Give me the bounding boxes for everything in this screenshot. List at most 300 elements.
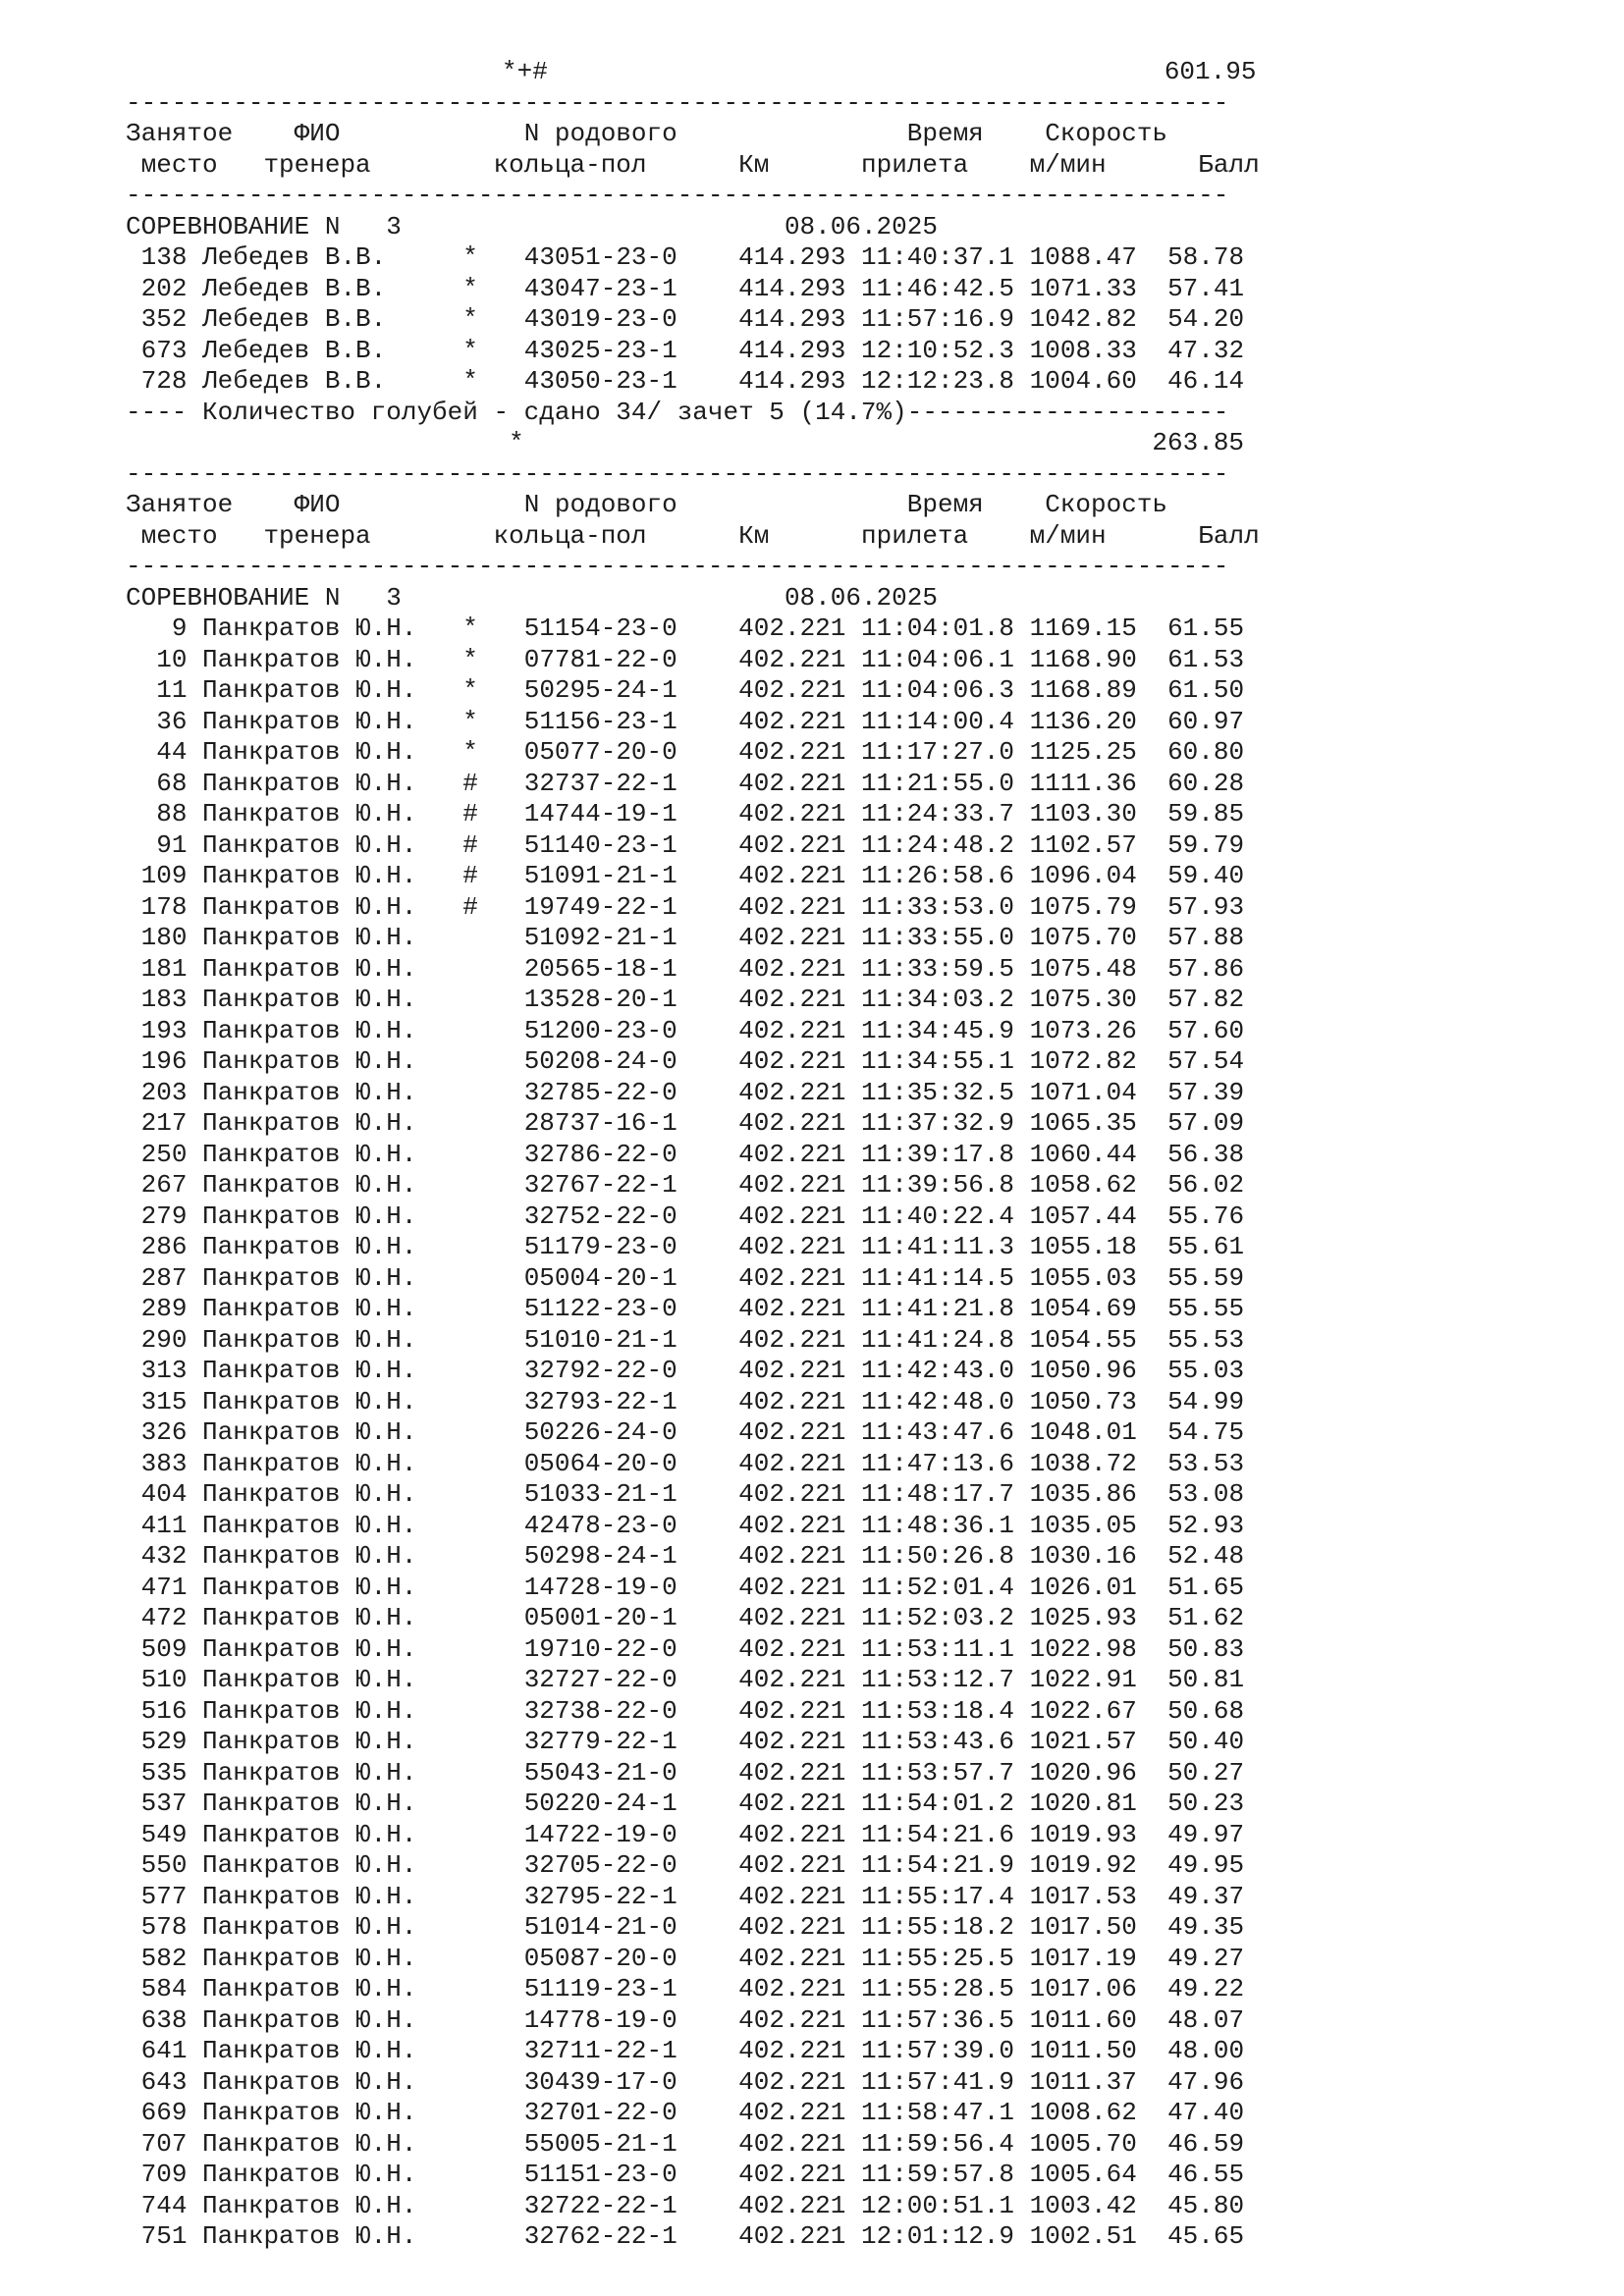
row-ring: 51091-21-1 [523,861,677,890]
report-top-line [126,57,1260,88]
row-points: 50.68 [1167,1695,1245,1726]
row-time: 11:42:48.0 [860,1386,1015,1416]
row-km: 402.221 [738,2036,846,2065]
result-row [126,242,1260,274]
row-trainer: Панкратов Ю.Н. [202,1262,417,1293]
row-speed: 1065.35 [1029,1108,1137,1138]
row-km: 414.293 [738,366,846,396]
result-row [126,1603,1260,1634]
row-place: 68 [156,768,188,798]
row-km: 402.221 [738,614,846,643]
header-ring-2: кольца-пол [493,520,647,551]
row-mark: * [462,335,478,365]
row-km: 402.221 [738,644,846,674]
competition-title: СОРЕВНОВАНИЕ N 3 [126,211,402,241]
header-fio: ФИО [294,119,341,148]
row-time: 11:14:00.4 [861,706,1015,736]
result-row [126,1541,1260,1573]
row-time: 11:40:37.1 [861,242,1015,272]
result-row [126,1882,1260,1913]
row-place: 217 [140,1108,188,1138]
row-time: 11:26:58.6 [860,861,1015,890]
row-trainer: Панкратов Ю.Н. [202,1541,417,1571]
row-place: 669 [140,2098,188,2127]
row-ring: 05004-20-1 [523,1262,677,1293]
row-trainer: Лебедев В.В. [202,335,387,365]
divider-line: ------------------------------------------------------------------------ [126,87,1229,118]
row-km: 402.221 [738,1757,846,1788]
row-ring: 51119-23-1 [523,1974,677,2003]
row-ring: 28737-16-1 [523,1108,677,1138]
row-speed: 1011.50 [1029,2036,1137,2065]
row-ring: 32779-22-1 [523,1727,677,1756]
result-row [126,336,1260,367]
row-time: 11:37:32.9 [860,1108,1015,1138]
result-row [126,1387,1260,1418]
row-ring: 50220-24-1 [523,1789,677,1818]
row-trainer: Панкратов Ю.Н. [202,1974,417,2003]
result-row [126,2221,1260,2253]
row-speed: 1050.96 [1029,1356,1137,1385]
row-ring: 30439-17-0 [523,2066,677,2097]
row-km: 414.293 [738,335,846,365]
result-row [126,675,1260,707]
summary-line [126,398,1260,429]
row-points: 58.78 [1167,242,1245,272]
row-ring: 51010-21-1 [523,1324,677,1355]
row-place: 352 [140,304,188,334]
row-points: 52.48 [1167,1541,1245,1571]
row-speed: 1168.90 [1029,644,1137,674]
row-trainer: Панкратов Ю.Н. [202,1881,417,1911]
row-km: 402.221 [738,1356,846,1385]
header-ring-2: кольца-пол [493,149,647,180]
row-ring: 07781-22-0 [523,644,677,674]
row-speed: 1025.93 [1029,1603,1137,1632]
next-header-line [126,428,1260,459]
row-km: 402.221 [738,1139,846,1169]
row-points: 55.76 [1167,1201,1245,1231]
row-points: 54.75 [1167,1417,1245,1447]
row-km: 402.221 [738,2004,846,2035]
row-place: 509 [140,1633,188,1664]
row-ring: 55005-21-1 [523,2128,677,2159]
row-place: 751 [140,2221,188,2251]
result-row [126,1140,1260,1171]
row-points: 45.65 [1167,2221,1245,2251]
header-trainer: тренера [263,149,371,180]
row-trainer: Панкратов Ю.Н. [202,614,417,643]
row-trainer: Панкратов Ю.Н. [202,1232,417,1261]
row-ring: 32701-22-0 [523,2098,677,2127]
row-mark: # [462,829,478,860]
row-ring: 32737-22-1 [523,768,677,798]
row-trainer: Панкратов Ю.Н. [202,2221,417,2251]
row-trainer: Панкратов Ю.Н. [202,644,417,674]
row-points: 57.54 [1167,1046,1245,1076]
row-speed: 1054.55 [1029,1324,1137,1355]
header-place: Занятое [126,119,234,148]
result-row [126,2191,1260,2222]
row-time: 11:34:55.1 [860,1046,1015,1076]
row-time: 11:41:21.8 [860,1294,1015,1323]
row-speed: 1022.67 [1029,1695,1137,1726]
row-km: 402.221 [738,1850,846,1880]
row-speed: 1019.93 [1029,1819,1137,1849]
row-km: 402.221 [738,1572,846,1602]
row-trainer: Лебедев В.В. [202,242,387,272]
row-points: 60.97 [1167,706,1245,736]
row-mark: # [462,799,478,828]
row-km: 402.221 [738,768,846,798]
row-mark: * [462,366,478,396]
row-trainer: Панкратов Ю.Н. [202,1695,417,1726]
row-mark: # [462,891,478,922]
row-km: 402.221 [738,1324,846,1355]
row-km: 402.221 [738,1633,846,1664]
row-ring: 14728-19-0 [523,1572,677,1602]
row-ring: 32738-22-0 [523,1695,677,1726]
row-speed: 1075.30 [1029,985,1137,1014]
row-trainer: Панкратов Ю.Н. [202,1572,417,1602]
row-time: 11:04:06.3 [861,675,1015,705]
row-trainer: Панкратов Ю.Н. [202,1294,417,1323]
result-row [126,2067,1260,2099]
result-row [126,1912,1260,1944]
row-place: 411 [140,1510,188,1540]
row-speed: 1008.33 [1029,335,1137,365]
row-points: 56.02 [1167,1170,1245,1200]
row-place: 180 [140,923,188,952]
row-place: 643 [140,2066,188,2097]
row-time: 11:53:57.7 [860,1757,1015,1788]
row-trainer: Панкратов Ю.Н. [202,1665,417,1694]
row-trainer: Лебедев В.В. [202,366,387,396]
row-km: 402.221 [738,923,846,952]
row-mark: * [462,737,478,767]
row-time: 11:24:48.2 [861,829,1015,860]
row-points: 46.14 [1167,366,1245,396]
row-ring: 20565-18-1 [523,953,677,984]
row-place: 10 [156,644,188,674]
row-ring: 32793-22-1 [523,1386,677,1416]
row-speed: 1002.51 [1029,2221,1137,2251]
row-place: 178 [140,891,188,922]
row-trainer: Панкратов Ю.Н. [202,891,417,922]
row-time: 11:17:27.0 [861,737,1015,767]
row-place: 202 [140,273,188,303]
row-points: 53.53 [1167,1448,1245,1478]
row-speed: 1022.91 [1029,1665,1137,1694]
row-ring: 43050-23-1 [523,366,677,396]
row-ring: 14744-19-1 [523,799,677,828]
header-km: Км [738,520,770,551]
row-place: 432 [140,1541,188,1571]
result-row [126,1263,1260,1295]
row-ring: 51033-21-1 [523,1479,677,1509]
result-row [126,2160,1260,2191]
row-ring: 51122-23-0 [523,1294,677,1323]
result-row [126,861,1260,892]
row-points: 55.03 [1167,1356,1245,1385]
row-ring: 32705-22-0 [523,1850,677,1880]
row-time: 11:35:32.5 [860,1077,1015,1107]
result-row [126,645,1260,676]
row-time: 11:33:53.0 [860,891,1015,922]
header-speed: Скорость [1045,490,1168,519]
row-speed: 1075.79 [1029,891,1137,922]
row-place: 250 [140,1139,188,1169]
row-time: 11:04:06.1 [861,644,1015,674]
row-speed: 1035.05 [1029,1510,1137,1540]
row-place: 289 [140,1294,188,1323]
row-speed: 1103.30 [1029,799,1137,828]
row-time: 11:53:11.1 [860,1633,1015,1664]
row-speed: 1005.70 [1029,2128,1137,2159]
row-ring: 50298-24-1 [523,1541,677,1571]
row-trainer: Панкратов Ю.Н. [202,2128,417,2159]
row-points: 54.99 [1167,1386,1245,1416]
row-points: 57.88 [1167,923,1245,952]
row-time: 12:00:51.1 [860,2190,1015,2220]
row-speed: 1057.44 [1029,1201,1137,1231]
row-mark: * [462,706,478,736]
result-row [126,1634,1260,1666]
next-marker: * [509,428,524,457]
row-points: 57.09 [1167,1108,1245,1138]
results-report [126,57,1260,2253]
result-row [126,1479,1260,1511]
row-trainer: Панкратов Ю.Н. [202,737,417,767]
row-km: 402.221 [738,1881,846,1911]
row-time: 11:54:21.6 [860,1819,1015,1849]
row-speed: 1073.26 [1029,1015,1137,1045]
row-speed: 1071.33 [1029,273,1137,303]
row-ring: 43019-23-0 [523,304,677,334]
competition-title: СОРЕВНОВАНИЕ N 3 [126,582,402,613]
row-time: 11:34:45.9 [860,1015,1015,1045]
row-trainer: Панкратов Ю.Н. [202,1479,417,1509]
row-trainer: Панкратов Ю.Н. [202,1510,417,1540]
row-km: 402.221 [738,1386,846,1416]
row-time: 11:04:01.8 [860,614,1015,643]
row-place: 315 [140,1386,188,1416]
row-time: 11:53:43.6 [860,1727,1015,1756]
top-score: 601.95 [1164,57,1257,86]
row-time: 11:57:36.5 [860,2004,1015,2035]
row-km: 402.221 [738,1541,846,1571]
row-points: 57.86 [1167,953,1245,984]
row-km: 402.221 [738,1262,846,1293]
row-time: 11:21:55.0 [861,768,1015,798]
header-arrival: прилета [860,149,969,180]
row-trainer: Панкратов Ю.Н. [202,1077,417,1107]
result-row [126,737,1260,769]
row-speed: 1020.96 [1029,1757,1137,1788]
row-points: 59.40 [1167,861,1245,890]
row-trainer: Панкратов Ю.Н. [202,799,417,828]
row-place: 11 [156,675,188,705]
row-km: 414.293 [738,304,846,334]
row-place: 196 [140,1046,188,1076]
row-ring: 32786-22-0 [523,1139,677,1169]
row-time: 11:54:21.9 [860,1850,1015,1880]
row-time: 11:52:03.2 [860,1603,1015,1632]
result-row [126,1511,1260,1542]
row-speed: 1072.82 [1029,1046,1137,1076]
row-trainer: Панкратов Ю.Н. [202,1356,417,1385]
row-speed: 1071.04 [1029,1077,1137,1107]
row-km: 402.221 [738,1448,846,1478]
row-points: 54.20 [1167,304,1245,334]
result-row [126,985,1260,1016]
row-place: 707 [140,2128,188,2159]
row-km: 402.221 [738,1727,846,1756]
row-ring: 32795-22-1 [523,1881,677,1911]
row-km: 402.221 [738,1819,846,1849]
row-km: 402.221 [738,1108,846,1138]
row-mark: * [462,273,478,303]
row-time: 11:34:03.2 [860,985,1015,1014]
row-points: 61.53 [1167,644,1245,674]
row-km: 402.221 [738,1665,846,1694]
result-row [126,707,1260,738]
row-ring: 43025-23-1 [523,335,677,365]
row-trainer: Панкратов Ю.Н. [202,2160,417,2189]
row-speed: 1055.18 [1029,1232,1137,1261]
row-ring: 51179-23-0 [523,1232,677,1261]
row-points: 46.55 [1167,2160,1245,2189]
row-place: 36 [156,706,188,736]
row-trainer: Панкратов Ю.Н. [202,1324,417,1355]
row-trainer: Панкратов Ю.Н. [202,675,417,705]
row-trainer: Панкратов Ю.Н. [202,953,417,984]
header-ring: N родового [523,119,677,148]
result-row [126,2098,1260,2129]
row-speed: 1058.62 [1029,1170,1137,1200]
row-km: 402.221 [738,829,846,860]
row-points: 50.83 [1167,1633,1245,1664]
row-ring: 43047-23-1 [523,273,677,303]
row-place: 638 [140,2004,188,2035]
row-place: 535 [140,1757,188,1788]
header-points: Балл [1198,149,1260,180]
header-fio: ФИО [294,490,341,519]
row-time: 11:24:33.7 [861,799,1015,828]
row-place: 44 [156,737,188,767]
row-points: 47.96 [1167,2066,1245,2097]
result-row [126,1449,1260,1480]
next-score: 263.85 [1152,428,1245,457]
row-time: 11:40:22.4 [860,1201,1015,1231]
header-ring: N родового [523,490,677,519]
row-km: 402.221 [738,891,846,922]
divider-line: ------------------------------------------------------------------------ [126,458,1229,489]
row-mark: * [462,675,478,705]
row-points: 51.65 [1167,1572,1245,1602]
row-speed: 1022.98 [1029,1633,1137,1664]
row-trainer: Панкратов Ю.Н. [202,1603,417,1632]
row-ring: 32752-22-0 [523,1201,677,1231]
row-km: 402.221 [738,706,846,736]
row-km: 402.221 [738,2098,846,2127]
row-points: 53.08 [1167,1479,1245,1509]
row-speed: 1003.42 [1029,2190,1137,2220]
row-points: 61.55 [1167,614,1245,643]
header-speed: Скорость [1045,119,1168,148]
row-trainer: Панкратов Ю.Н. [202,1448,417,1478]
row-ring: 05077-20-0 [523,737,677,767]
row-trainer: Лебедев В.В. [202,273,387,303]
header-speed-2: м/мин [1029,149,1107,180]
row-time: 11:55:17.4 [860,1881,1015,1911]
result-row [126,1356,1260,1387]
row-time: 11:53:12.7 [860,1665,1015,1694]
row-mark: * [462,614,478,643]
result-row [126,1294,1260,1325]
row-speed: 1019.92 [1029,1850,1137,1880]
row-points: 49.22 [1167,1974,1245,2003]
row-ring: 05001-20-1 [523,1603,677,1632]
row-km: 402.221 [738,1417,846,1447]
row-trainer: Панкратов Ю.Н. [202,1108,417,1138]
result-row [126,614,1260,645]
row-place: 577 [140,1881,188,1911]
row-trainer: Панкратов Ю.Н. [202,2190,417,2220]
row-ring: 32762-22-1 [523,2221,677,2251]
row-speed: 1075.70 [1029,923,1137,952]
divider-line: ------------------------------------------------------------------------ [126,181,1229,210]
row-speed: 1048.01 [1029,1417,1137,1447]
row-km: 402.221 [738,2221,846,2251]
row-trainer: Панкратов Ю.Н. [202,861,417,890]
row-time: 11:52:01.4 [860,1572,1015,1602]
result-row [126,892,1260,924]
row-time: 11:41:14.5 [860,1262,1015,1293]
row-ring: 05087-20-0 [523,1943,677,1973]
row-points: 59.85 [1167,799,1245,828]
competition-line [126,212,1260,243]
row-time: 11:50:26.8 [860,1541,1015,1571]
row-speed: 1038.72 [1029,1448,1137,1478]
header-place: Занятое [126,490,234,519]
row-time: 11:39:17.8 [860,1139,1015,1169]
row-ring: 05064-20-0 [523,1448,677,1478]
row-place: 516 [140,1695,188,1726]
row-km: 402.221 [738,2190,846,2220]
row-km: 402.221 [738,1170,846,1200]
row-time: 12:10:52.3 [861,335,1015,365]
row-time: 11:33:55.0 [860,923,1015,952]
row-speed: 1005.64 [1029,2160,1137,2189]
header-time: Время [906,490,984,519]
row-trainer: Панкратов Ю.Н. [202,1386,417,1416]
row-ring: 50295-24-1 [523,675,677,705]
row-trainer: Панкратов Ю.Н. [202,1850,417,1880]
row-place: 578 [140,1912,188,1942]
row-trainer: Панкратов Ю.Н. [202,1417,417,1447]
row-mark: # [462,861,478,890]
row-points: 50.27 [1167,1757,1245,1788]
row-place: 549 [140,1819,188,1849]
row-points: 48.00 [1167,2036,1245,2065]
result-row [126,1573,1260,1604]
row-speed: 1017.50 [1029,1912,1137,1942]
row-points: 55.55 [1167,1294,1245,1323]
result-row [126,1016,1260,1047]
row-place: 287 [140,1262,188,1293]
row-mark: # [462,768,478,798]
